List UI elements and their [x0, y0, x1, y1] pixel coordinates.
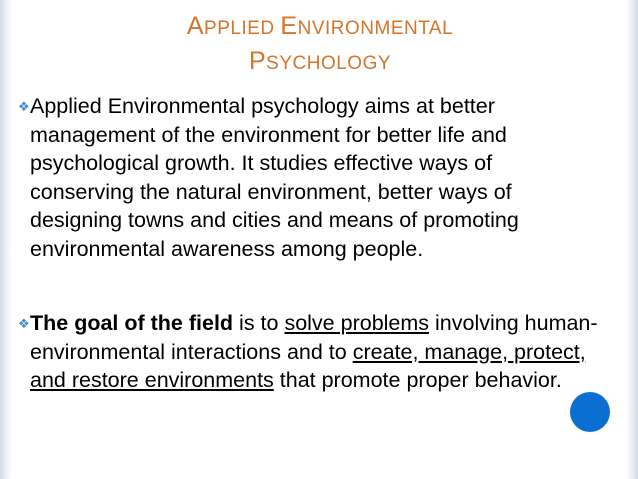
- title-initial-p: P: [248, 47, 267, 75]
- title-line-2: [60, 45, 580, 80]
- decorative-blue-circle: [570, 392, 610, 432]
- goal-underline-create-manage: create, manage, protect, and restore environments: [30, 339, 586, 392]
- title-rest-applied: PPLIED: [204, 18, 281, 39]
- title-initial-e: E: [280, 12, 298, 40]
- title-initial-a: A: [186, 12, 205, 40]
- goal-text-end: that promote proper behavior.: [273, 368, 562, 392]
- goal-text-part-1: is to: [233, 311, 285, 335]
- goal-text-part-2: involving human-environmental interactions and to: [30, 311, 598, 364]
- goal-bold-phrase: The goal of the field: [30, 311, 234, 335]
- goal-underline-solve-problems: solve problems: [284, 311, 430, 335]
- bullet-text-2: [30, 309, 600, 395]
- left-decorative-border: [0, 0, 12, 479]
- title-line-1: [60, 10, 580, 45]
- right-decorative-border: [626, 0, 638, 479]
- title-rest-psychology: SYCHOLOGY: [266, 53, 392, 74]
- slide-title: [60, 10, 580, 80]
- bullet-diamond-icon: ❖: [18, 316, 30, 331]
- title-rest-environmental: NVIRONMENTAL: [297, 18, 454, 39]
- bullet-diamond-icon: ❖: [18, 99, 30, 114]
- bullet-text-1: Applied Environmental psychology aims at better management of the environment for better life and psychological growth. It studies effective ways of conserving the natural environment, better ways of designing towns and cities and means of promoting environmental awareness among people.: [30, 94, 519, 261]
